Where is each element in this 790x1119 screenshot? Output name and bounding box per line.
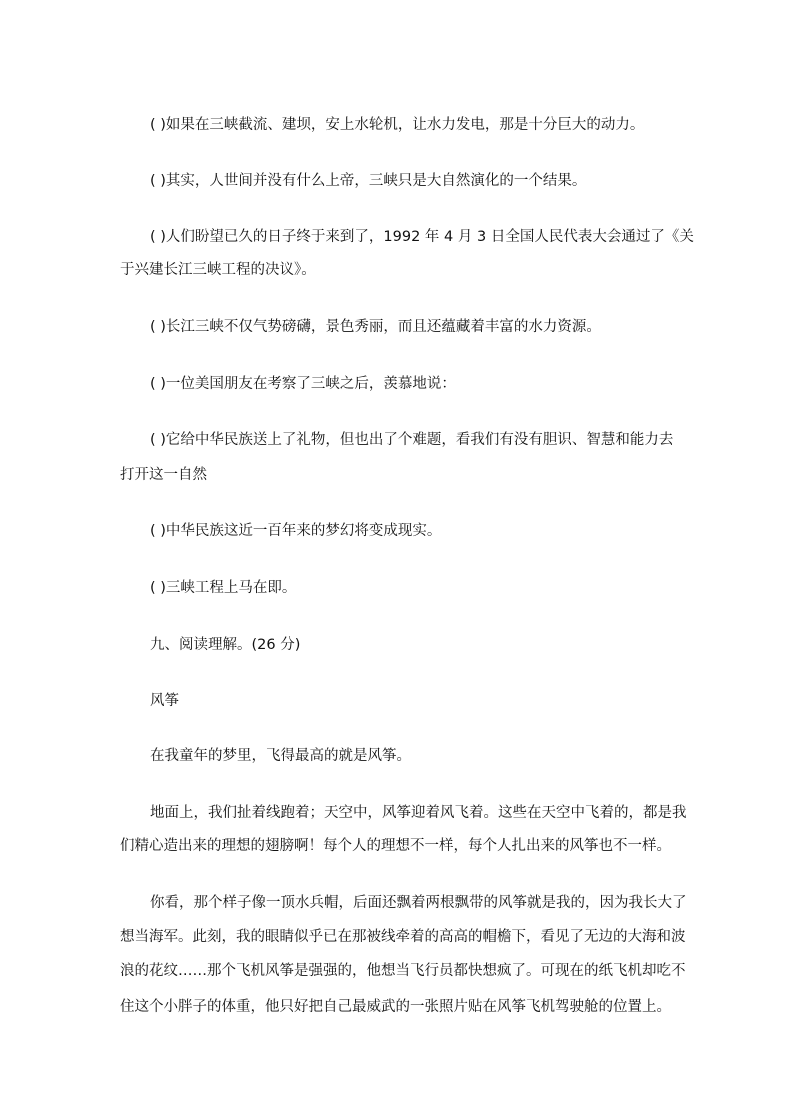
- story-paragraph-3-line-3: 浪的花纹……那个飞机风筝是强强的，他想当飞行员都快想疯了。可现在的纸飞机却吃不: [120, 963, 686, 979]
- ordering-item-2: ( )其实，人世间并没有什么上帝，三峡只是大自然演化的一个结果。: [150, 173, 587, 189]
- story-paragraph-3-line-2: 想当海军。此刻，我的眼睛似乎已在那被线牵着的高高的帽檐下，看见了无边的大海和波: [120, 929, 686, 945]
- ordering-item-6-line-1: ( )它给中华民族送上了礼物，但也出了个难题，看我们有没有胆识、智慧和能力去: [150, 432, 674, 448]
- ordering-item-7: ( )中华民族这近一百年来的梦幻将变成现实。: [150, 523, 442, 539]
- story-paragraph-3-line-4: 住这个小胖子的体重，他只好把自己最威武的一张照片贴在风筝飞机驾驶舱的位置上。: [120, 999, 671, 1015]
- ordering-item-6-line-2: 打开这一自然: [120, 467, 207, 483]
- ordering-item-5: ( )一位美国朋友在考察了三峡之后，羡慕地说：: [150, 376, 456, 392]
- story-title: 风筝: [150, 693, 179, 709]
- story-paragraph-2-line-1: 地面上，我们扯着线跑着；天空中，风筝迎着风飞着。这些在天空中飞着的，都是我: [150, 805, 687, 821]
- ordering-item-4: ( )长江三峡不仅气势磅礴，景色秀丽，而且还蕴藏着丰富的水力资源。: [150, 319, 601, 335]
- story-paragraph-2-line-2: 们精心造出来的理想的翅膀啊！每个人的理想不一样，每个人扎出来的风筝也不一样。: [120, 838, 671, 854]
- ordering-item-3-line-2: 于兴建长江三峡工程的决议》。: [120, 262, 316, 278]
- ordering-item-3-line-1: ( )人们盼望已久的日子终于来到了，1992 年 4 月 3 日全国人民代表大会通过了《关: [150, 229, 694, 245]
- section-heading: 九、阅读理解。(26 分): [150, 637, 301, 653]
- ordering-item-8: ( )三峡工程上马在即。: [150, 580, 297, 596]
- story-paragraph-3-line-1: 你看，那个样子像一顶水兵帽，后面还飘着两根飘带的风筝就是我的，因为我长大了: [150, 895, 687, 911]
- ordering-item-1: ( )如果在三峡截流、建坝，安上水轮机，让水力发电，那是十分巨大的动力。: [150, 117, 645, 133]
- story-paragraph-1-line-1: 在我童年的梦里，飞得最高的就是风筝。: [150, 748, 411, 764]
